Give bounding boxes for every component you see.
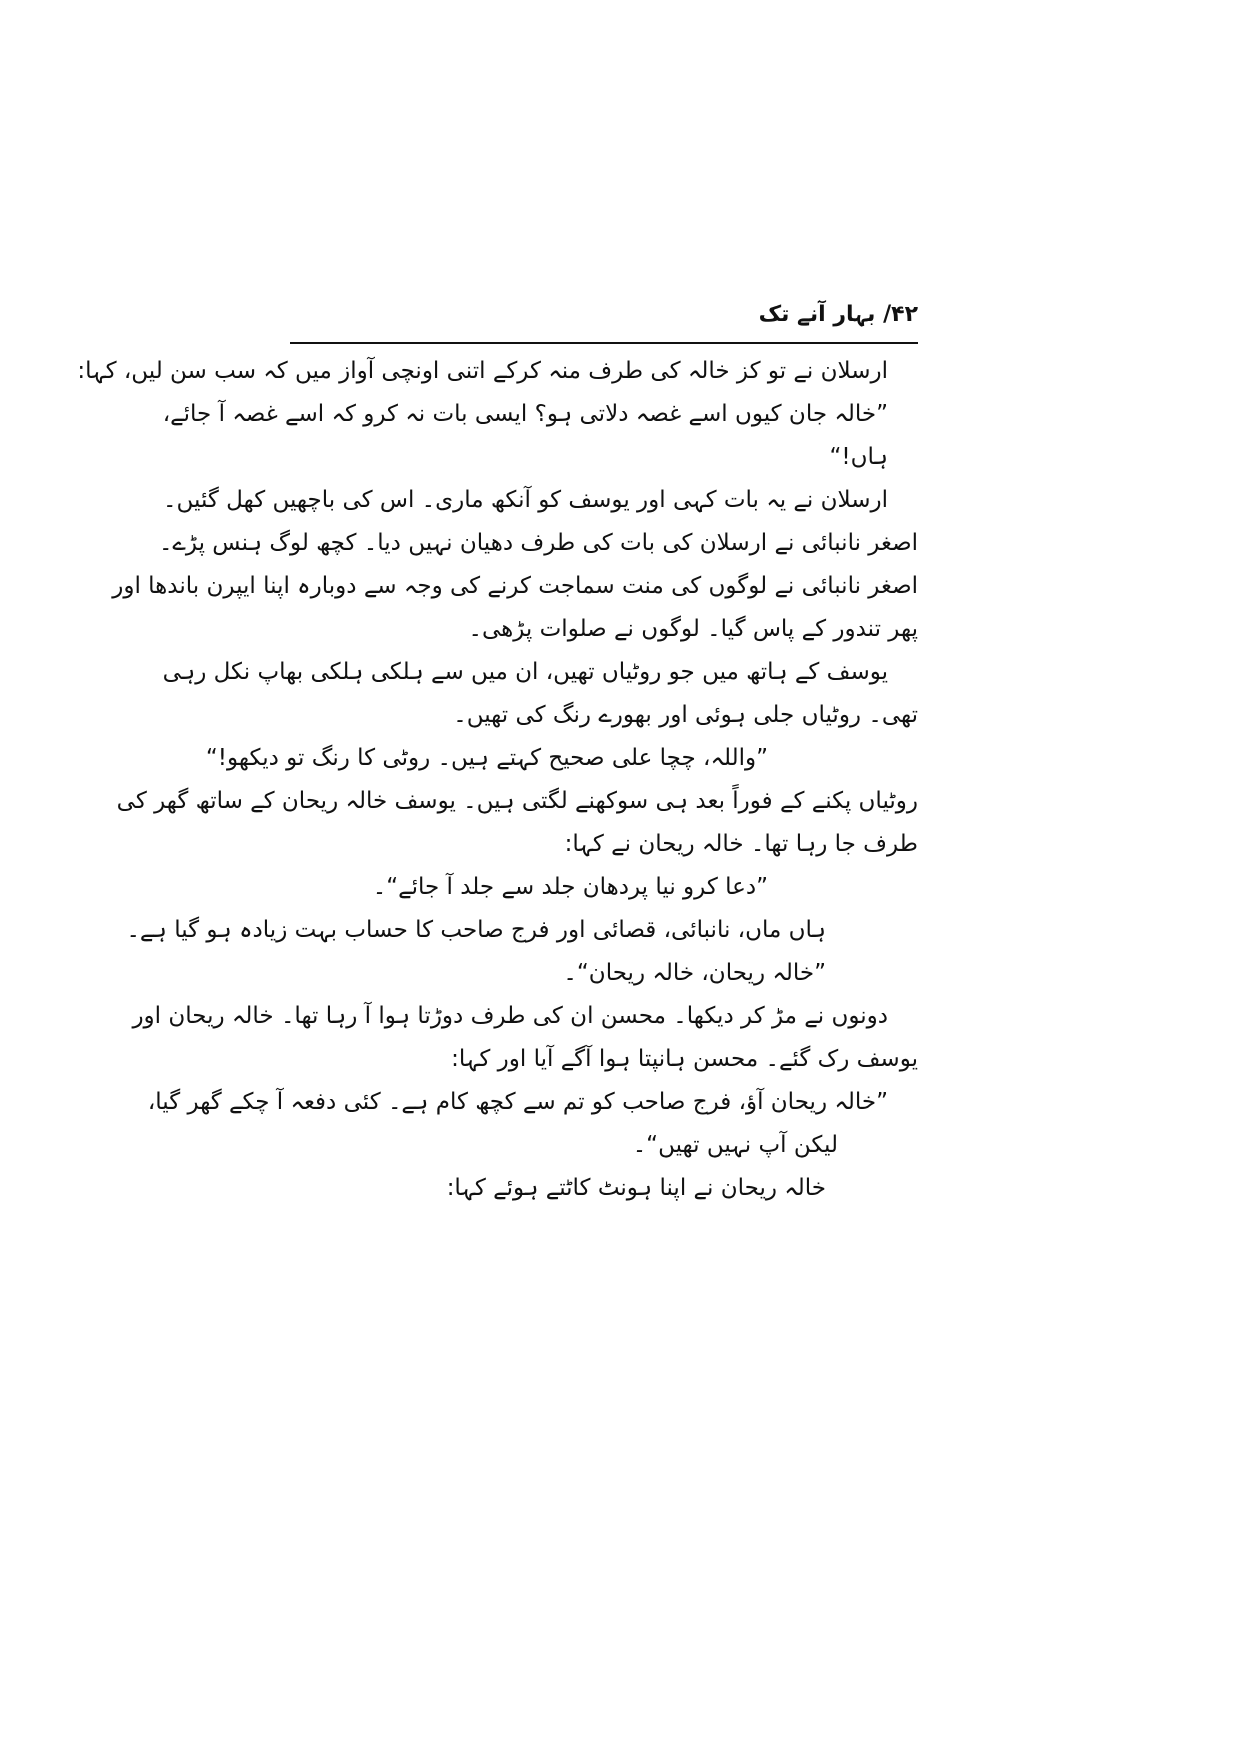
- text-line: ہاں!“: [829, 444, 888, 470]
- text-line: ارسلان نے تو کز خالہ کی طرف منہ کرکے اتنی اونچی آواز میں کہ سب سن لیں، کہا:: [77, 358, 888, 384]
- header-rule: [290, 342, 918, 344]
- text-line: ارسلان نے یہ بات کہی اور یوسف کو آنکھ ماری۔ اس کی باچھیں کھل گئیں۔: [163, 487, 888, 513]
- running-head: ۴۲/ بہار آنے تک: [758, 302, 918, 327]
- text-line: دونوں نے مڑ کر دیکھا۔ محسن ان کی طرف دوڑتا ہوا آ رہا تھا۔ خالہ ریحان اور: [132, 1003, 888, 1029]
- text-line: ”واللہ، چچا علی صحیح کہتے ہیں۔ روٹی کا رنگ تو دیکھو!“: [205, 745, 768, 771]
- body-text: [77, 350, 918, 1210]
- text-line: خالہ ریحان نے اپنا ہونٹ کاٹتے ہوئے کہا:: [446, 1175, 826, 1201]
- text-line: ”خالہ ریحان آؤ، فرج صاحب کو تم سے کچھ کام ہے۔ کئی دفعہ آ چکے گھر گیا،: [147, 1089, 888, 1115]
- text-line: پھر تندور کے پاس گیا۔ لوگوں نے صلوات پڑھی۔: [468, 616, 918, 642]
- text-line: لیکن آپ نہیں تھیں“۔: [632, 1132, 838, 1158]
- text-line: ہاں ماں، نانبائی، قصائی اور فرج صاحب کا حساب بہت زیادہ ہو گیا ہے۔: [126, 917, 826, 943]
- text-line: طرف جا رہا تھا۔ خالہ ریحان نے کہا:: [564, 831, 918, 857]
- text-line: ”خالہ جان کیوں اسے غصہ دلاتی ہو؟ ایسی بات نہ کرو کہ اسے غصہ آ جائے،: [162, 401, 888, 427]
- text-line: اصغر نانبائی نے ارسلان کی بات کی طرف دھیان نہیں دیا۔ کچھ لوگ ہنس پڑے۔: [158, 530, 918, 556]
- text-line: یوسف رک گئے۔ محسن ہانپتا ہوا آگے آیا اور کہا:: [451, 1046, 918, 1072]
- text-line: ”دعا کرو نیا پردھان جلد سے جلد آ جائے“۔: [372, 874, 768, 900]
- text-line: روٹیاں پکنے کے فوراً بعد ہی سوکھنے لگتی ہیں۔ یوسف خالہ ریحان کے ساتھ گھر کی: [116, 788, 918, 814]
- text-line: اصغر نانبائی نے لوگوں کی منت سماجت کرنے کی وجہ سے دوبارہ اپنا ایپرن باندھا اور: [112, 573, 918, 599]
- text-line: یوسف کے ہاتھ میں جو روٹیاں تھیں، ان میں سے ہلکی ہلکی بھاپ نکل رہی: [162, 659, 888, 685]
- page-header: [290, 300, 918, 340]
- text-line: تھی۔ روٹیاں جلی ہوئی اور بھورے رنگ کی تھیں۔: [453, 702, 918, 728]
- text-line: ”خالہ ریحان، خالہ ریحان“۔: [563, 960, 826, 986]
